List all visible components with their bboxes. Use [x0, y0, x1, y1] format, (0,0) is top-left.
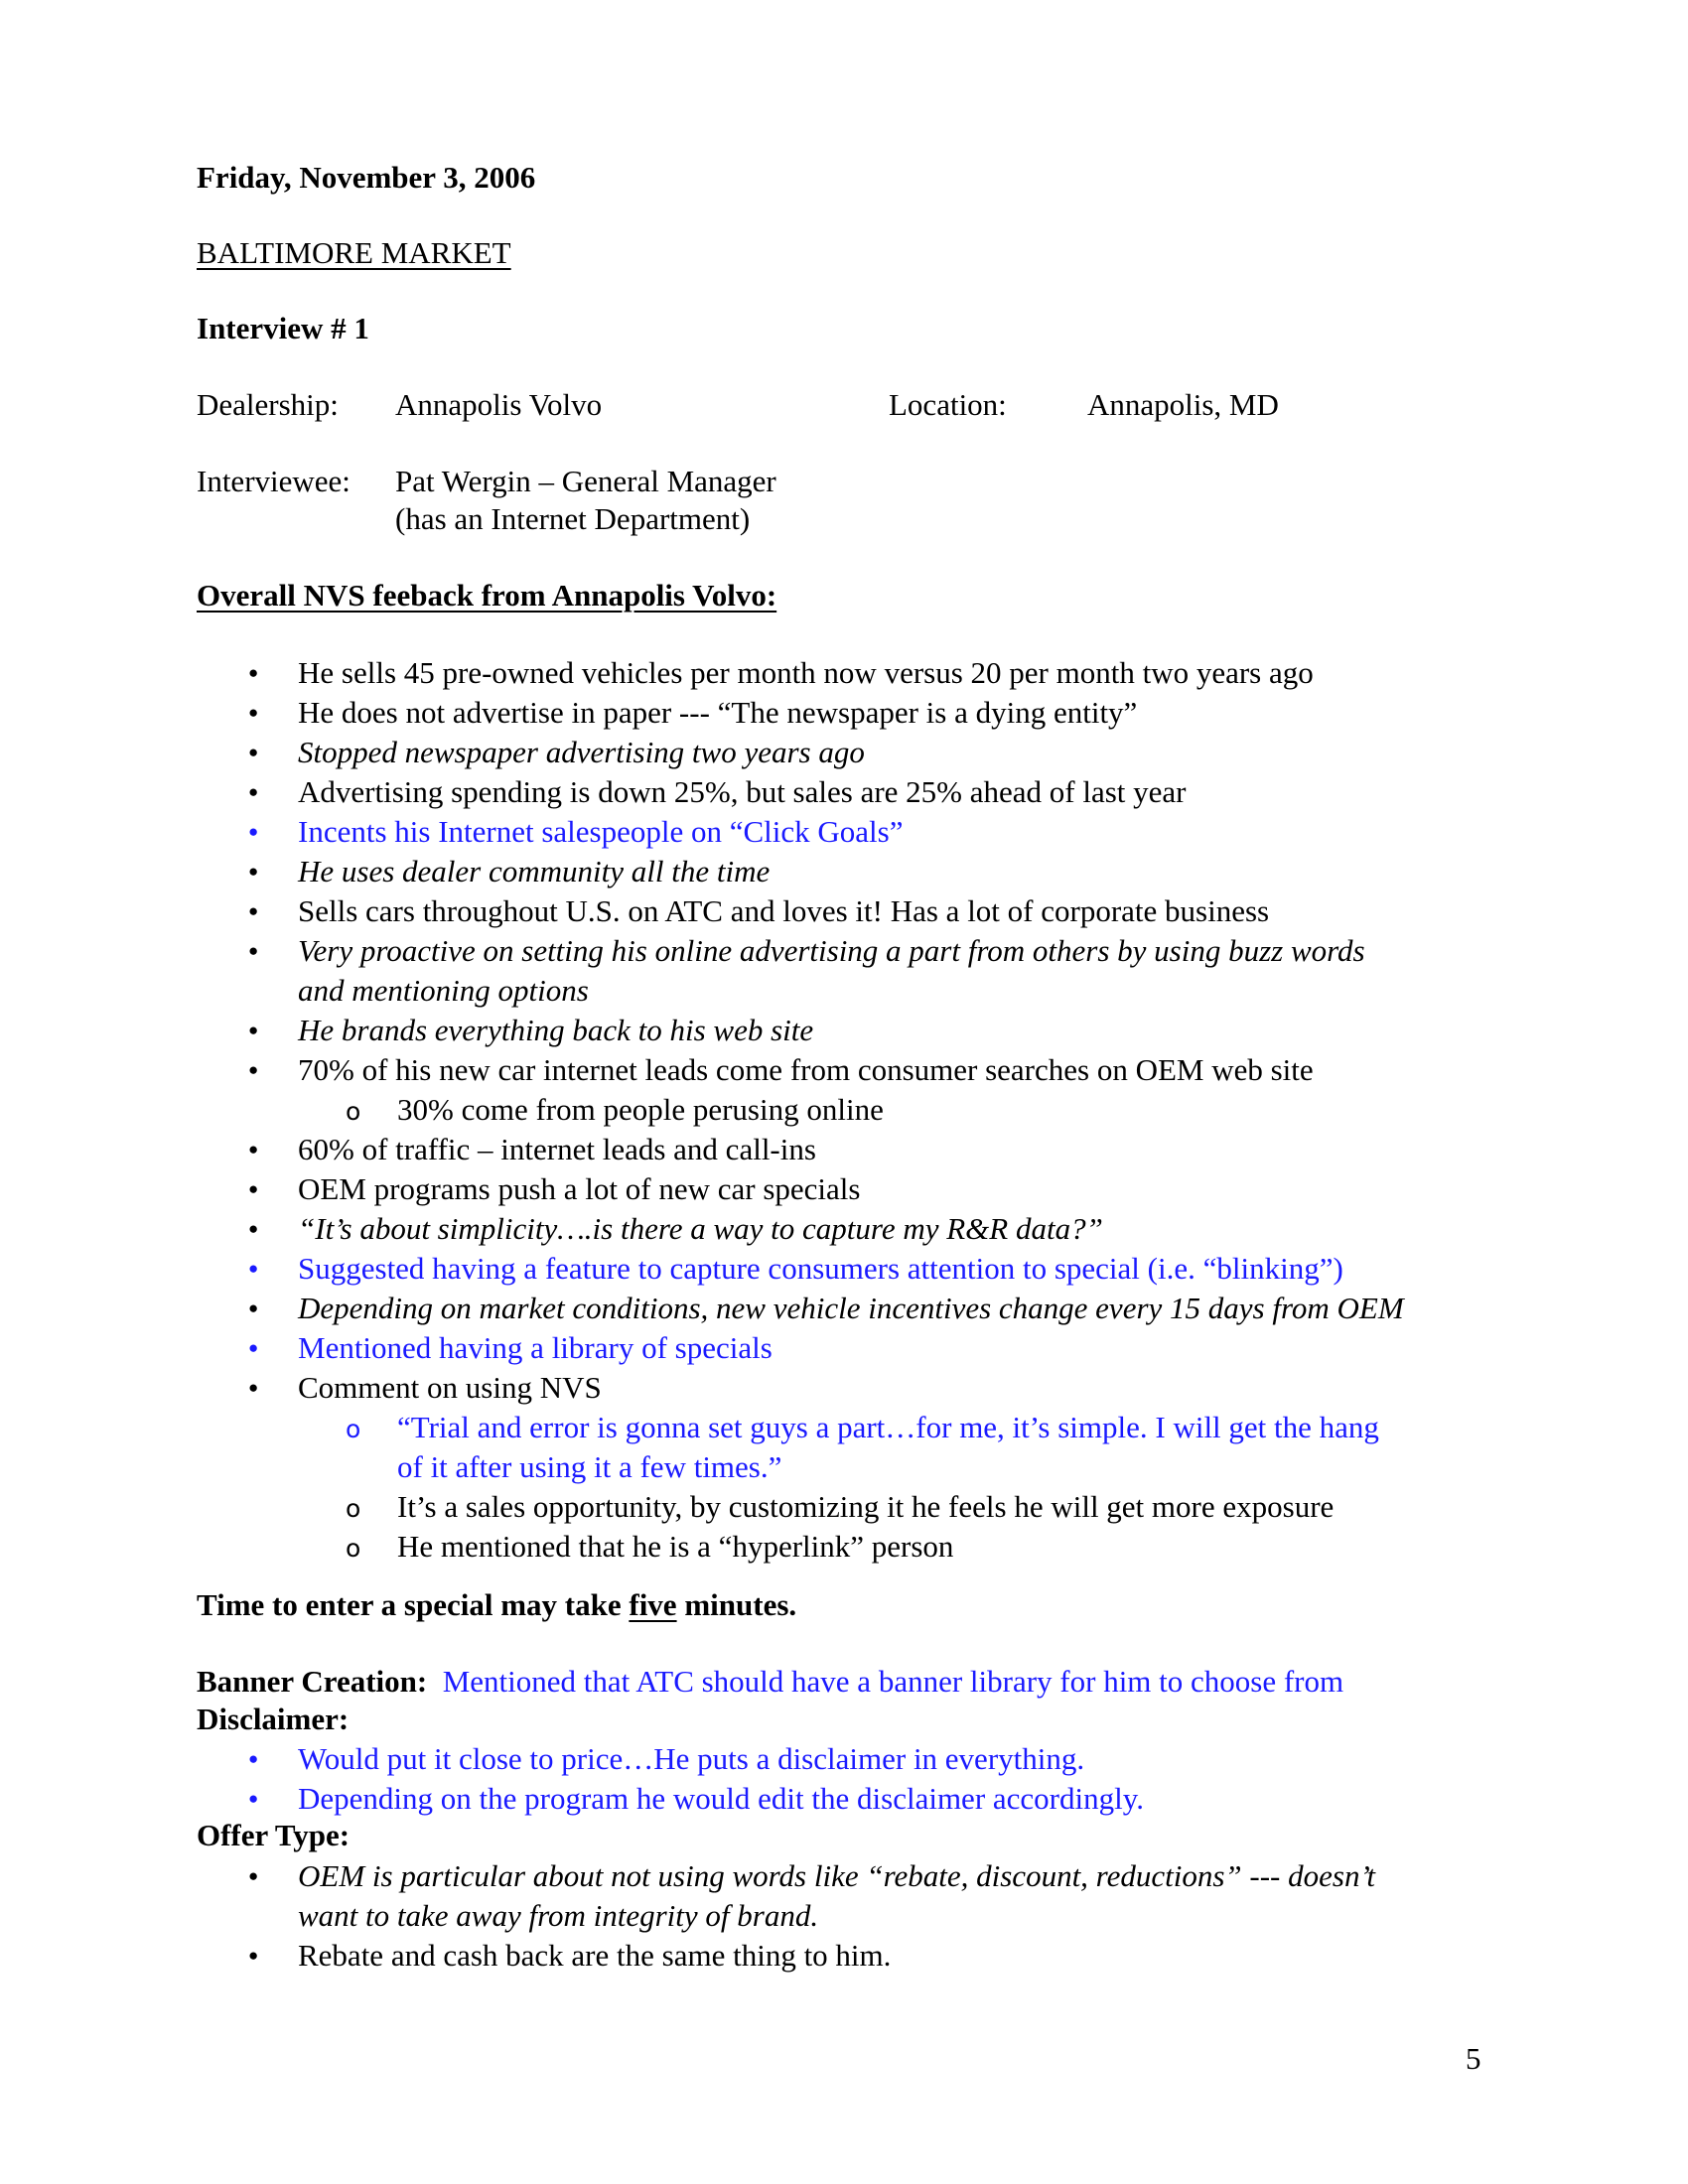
list-item: ● Suggested having a feature to capture consumers attention to special (i.e. “blinking”) — [244, 1249, 1535, 1289]
list-item: ● “It’s about simplicity….is there a way to capture my R&R data?” — [244, 1209, 1535, 1249]
list-item: ● He brands everything back to his web site — [244, 1011, 1535, 1050]
location-label: Location: — [889, 387, 1007, 422]
dealership-label: Dealership: — [197, 387, 339, 422]
list-item: ● 70% of his new car internet leads come from consumer searches on OEM web site o 30% come from people perusing online — [244, 1050, 1535, 1130]
sub-list-item: o 30% come from people perusing online — [344, 1090, 1535, 1130]
list-item: ● Depending on the program he would edit the disclaimer accordingly. — [244, 1779, 1535, 1819]
interviewee-label: Interviewee: — [197, 464, 351, 498]
sub-list-item: o He mentioned that he is a “hyperlink” person — [344, 1527, 1535, 1567]
list-item: ● OEM is particular about not using words like “rebate, discount, reductions” --- doesn’t want to take away from integrity of brand. — [244, 1856, 1535, 1936]
interviewee-value: Pat Wergin – General Manager — [395, 464, 776, 498]
time-note-emphasis: five — [629, 1587, 677, 1622]
list-item: ● OEM programs push a lot of new car specials — [244, 1169, 1535, 1209]
list-item: ● He does not advertise in paper --- “The newspaper is a dying entity” — [244, 693, 1535, 733]
list-item: ● Very proactive on setting his online advertising a part from others by using buzz words and mentioning options — [244, 931, 1535, 1011]
list-item: ● Mentioned having a library of specials — [244, 1328, 1535, 1368]
disclaimer-list — [244, 1739, 1535, 1819]
feedback-list — [244, 653, 1535, 1567]
interviewee-note: (has an Internet Department) — [395, 501, 751, 536]
list-item: ● Incents his Internet salespeople on “Click Goals” — [244, 812, 1535, 852]
sub-list-item: o “Trial and error is gonna set guys a part…for me, it’s simple. I will get the hang of it after using it a few times.” — [344, 1408, 1535, 1487]
list-item: ● Stopped newspaper advertising two years ago — [244, 733, 1535, 772]
dealership-value: Annapolis Volvo — [395, 387, 603, 422]
banner-creation — [197, 1663, 1343, 1701]
list-item: ● Advertising spending is down 25%, but sales are 25% ahead of last year — [244, 772, 1535, 812]
list-item: ● Rebate and cash back are the same thing to him. — [244, 1936, 1535, 1976]
sub-list-item: o It’s a sales opportunity, by customizing it he feels he will get more exposure — [344, 1487, 1535, 1527]
sub-list — [244, 1090, 1535, 1130]
list-item: ● Comment on using NVS o “Trial and error is gonna set guys a part…for me, it’s simple. I will get the hang of it after using it a few times.” o It’s a sales opportunity, by customizing it he feels he will get more exposure o He mentioned that he is a “hyperlink” person — [244, 1368, 1535, 1567]
sub-list — [244, 1408, 1535, 1567]
banner-text: Mentioned that ATC should have a banner library for him to choose from — [442, 1664, 1344, 1699]
time-note: Time to enter a special may take five minutes. — [197, 1587, 797, 1622]
location-value: Annapolis, MD — [1087, 387, 1279, 422]
list-item: ● He uses dealer community all the time — [244, 852, 1535, 891]
list-item: ● Would put it close to price…He puts a disclaimer in everything. — [244, 1739, 1535, 1779]
page-number: 5 — [1466, 2041, 1481, 2076]
list-item: ● Sells cars throughout U.S. on ATC and loves it! Has a lot of corporate business — [244, 891, 1535, 931]
disclaimer-label: Disclaimer: — [197, 1702, 350, 1736]
list-item: ● 60% of traffic – internet leads and call-ins — [244, 1130, 1535, 1169]
interview-heading: Interview # 1 — [197, 311, 369, 345]
document-date: Friday, November 3, 2006 — [197, 160, 536, 195]
offer-type-list — [244, 1856, 1535, 1976]
offer-type-label: Offer Type: — [197, 1818, 351, 1852]
market-heading: BALTIMORE MARKET — [197, 235, 511, 270]
feedback-heading: Overall NVS feeback from Annapolis Volvo: — [197, 578, 777, 613]
list-item: ● He sells 45 pre-owned vehicles per month now versus 20 per month two years ago — [244, 653, 1535, 693]
banner-label: Banner Creation: — [197, 1664, 428, 1699]
list-item: ● Depending on market conditions, new vehicle incentives change every 15 days from OEM — [244, 1289, 1535, 1328]
